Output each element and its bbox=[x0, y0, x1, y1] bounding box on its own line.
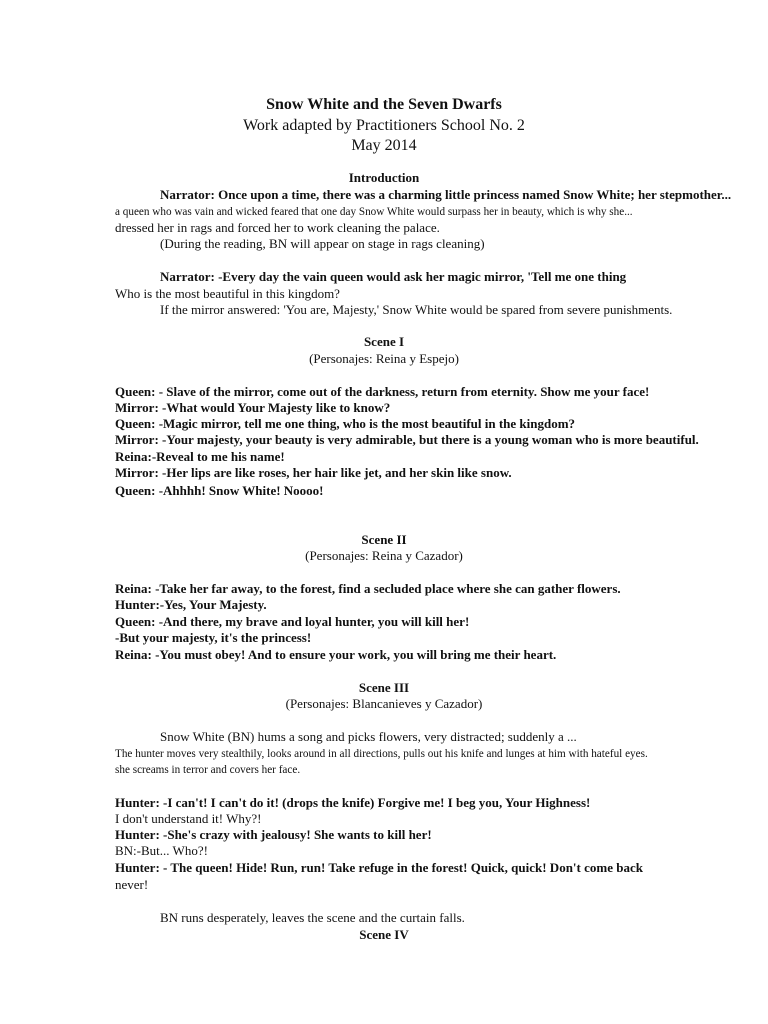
introduction-heading: Introduction bbox=[348, 170, 420, 185]
dialogue-line: BN:-But... Who?! bbox=[115, 843, 208, 858]
dialogue-line: Hunter:-Yes, Your Majesty. bbox=[115, 597, 267, 612]
narration-line: Who is the most beautiful in this kingdom? bbox=[115, 286, 340, 301]
dialogue-line: Hunter: - The queen! Hide! Run, run! Take refuge in the forest! Quick, quick! Don't come back bbox=[115, 860, 643, 875]
narration-line: a queen who was vain and wicked feared that one day Snow White would surpass her in beauty, which is why she... bbox=[115, 206, 633, 218]
dialogue-line: Hunter: -I can't! I can't do it! (drops the knife) Forgive me! I beg you, Your Highness! bbox=[115, 795, 591, 810]
stage-direction: BN runs desperately, leaves the scene and the curtain falls. bbox=[160, 910, 465, 925]
dialogue-line: Queen: -Ahhhh! Snow White! Noooo! bbox=[115, 483, 324, 498]
scene-heading: Scene III bbox=[358, 680, 410, 695]
dialogue-line: Hunter: -She's crazy with jealousy! She wants to kill her! bbox=[115, 827, 432, 842]
scene-heading: Scene IV bbox=[359, 927, 409, 942]
scene-heading: Scene II bbox=[361, 532, 407, 547]
scene-cast: (Personajes: Reina y Espejo) bbox=[309, 351, 459, 366]
dialogue-line: I don't understand it! Why?! bbox=[115, 811, 262, 826]
dialogue-line: Mirror: -Your majesty, your beauty is very admirable, but there is a young woman who is more beautiful. bbox=[115, 432, 699, 447]
narration-line: If the mirror answered: 'You are, Majesty,' Snow White would be spared from severe punishments. bbox=[160, 302, 673, 317]
document-subtitle: Work adapted by Practitioners School No. 2 bbox=[243, 117, 525, 134]
dialogue-line: Queen: -And there, my brave and loyal hunter, you will kill her! bbox=[115, 614, 470, 629]
dialogue-line: never! bbox=[115, 877, 149, 892]
dialogue-line: -But your majesty, it's the princess! bbox=[115, 630, 312, 645]
dialogue-line: Queen: -Magic mirror, tell me one thing, who is the most beautiful in the kingdom? bbox=[115, 416, 576, 431]
narration-line: Snow White (BN) hums a song and picks flowers, very distracted; suddenly a ... bbox=[160, 729, 577, 744]
dialogue-line: Mirror: -What would Your Majesty like to know? bbox=[115, 400, 391, 415]
scene-cast: (Personajes: Reina y Cazador) bbox=[305, 548, 463, 563]
dialogue-line: Queen: - Slave of the mirror, come out of the darkness, return from eternity. Show me your face! bbox=[115, 384, 650, 399]
scene-heading: Scene I bbox=[363, 334, 405, 349]
narration-line: she screams in terror and covers her face. bbox=[115, 764, 301, 776]
scene-cast: (Personajes: Blancanieves y Cazador) bbox=[285, 696, 483, 711]
document-date: May 2014 bbox=[351, 137, 417, 154]
document-title: Snow White and the Seven Dwarfs bbox=[266, 96, 502, 113]
narration-line: Narrator: Once upon a time, there was a charming little princess named Snow White; her stepmother... bbox=[160, 187, 732, 202]
dialogue-line: Reina: -Take her far away, to the forest, find a secluded place where she can gather flowers. bbox=[115, 581, 621, 596]
dialogue-line: Mirror: -Her lips are like roses, her hair like jet, and her skin like snow. bbox=[115, 465, 512, 480]
dialogue-line: Reina:-Reveal to me his name! bbox=[115, 449, 285, 464]
dialogue-line: Reina: -You must obey! And to ensure your work, you will bring me their heart. bbox=[115, 647, 557, 662]
narration-line: dressed her in rags and forced her to work cleaning the palace. bbox=[115, 220, 440, 235]
narration-line: The hunter moves very stealthily, looks around in all directions, pulls out his knife and lunges at him with hateful eyes. bbox=[115, 748, 648, 760]
narration-line: Narrator: -Every day the vain queen would ask her magic mirror, 'Tell me one thing bbox=[160, 269, 627, 284]
stage-direction: (During the reading, BN will appear on stage in rags cleaning) bbox=[160, 236, 485, 251]
